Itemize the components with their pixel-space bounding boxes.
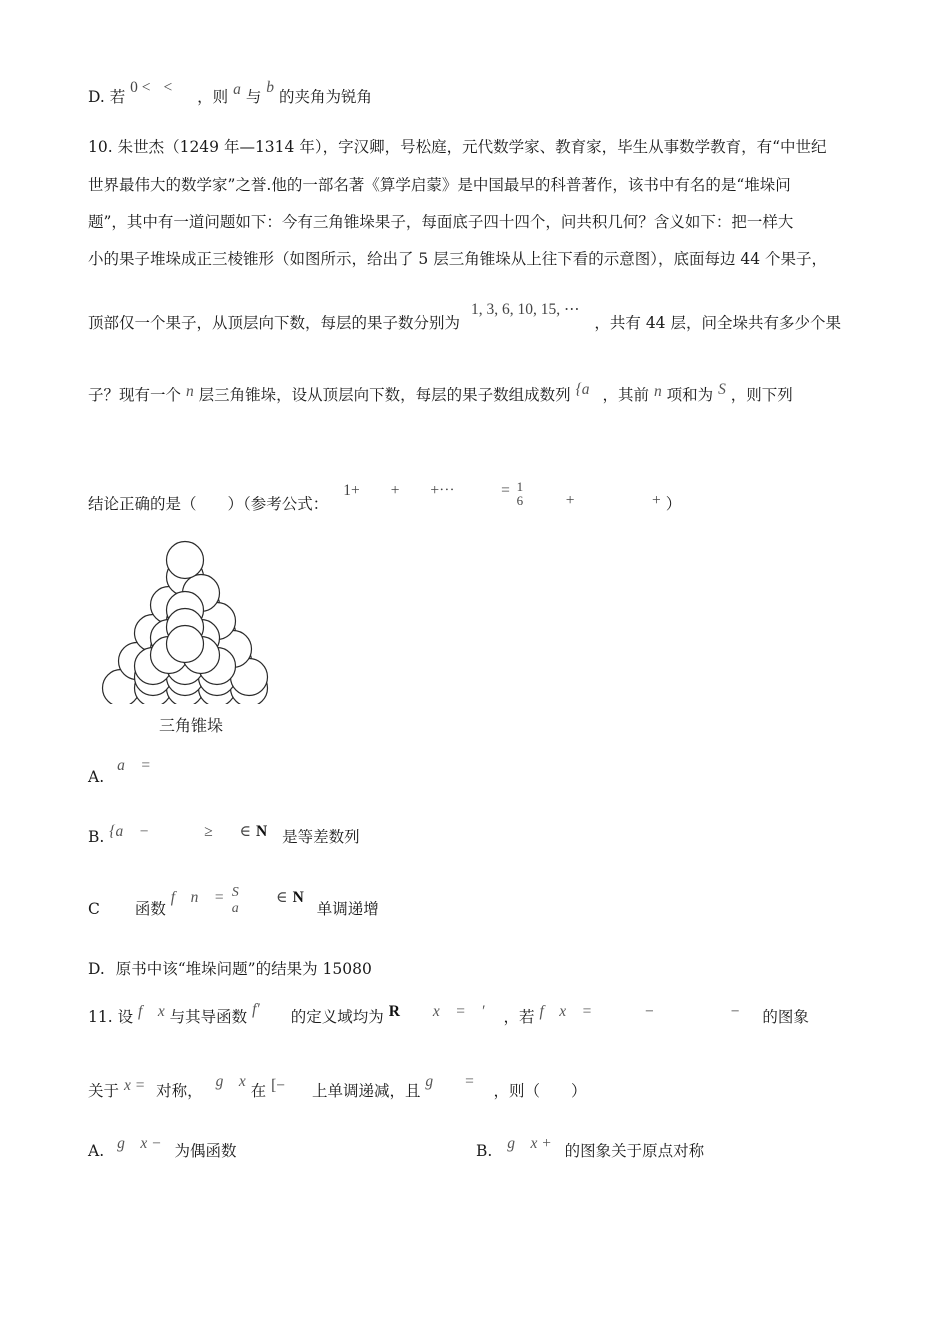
sequence-math: 1, 3, 6, 10, 15, ⋯ bbox=[470, 301, 580, 318]
q10-option-d: D. 原书中该“堆垛问题”的结果为 15080 bbox=[88, 960, 372, 978]
q10-stem-line-5: 顶部仅一个果子，从顶层向下数，每层的果子数分别为 1, 3, 6, 10, 15, ⋯ ，共有 44 层，问全垛共有多少个果 bbox=[88, 301, 841, 332]
q11-option-a: A. g x − 为偶函数 bbox=[88, 1135, 237, 1160]
q10-stem-line-1: 10. 朱世杰（1249 年—1314 年），字汉卿，号松庭，元代数学家、教育家，毕生从事数学教育，有“中世纪 bbox=[88, 138, 827, 156]
q10-stem-line-2: 世界最伟大的数学家”之誉.他的一部名著《算学启蒙》是中国最早的科普著作，该书中有名的是“堆垛问 bbox=[88, 176, 791, 194]
q10-stem-line-3: 题”，其中有一道问题如下：今有三角锥垛果子，每面底子四十四个，问共积几何？含义如下：把一样大 bbox=[88, 213, 794, 231]
triangular-pile-figure bbox=[98, 538, 288, 704]
q11-stem-line-1: 11. 设 f x 与其导函数 f′ 的定义域均为 R x = ′ ，若 f x = − − 的图象 bbox=[88, 1001, 809, 1026]
q10-stem-line-7: 结论正确的是（ ）（参考公式： 1+ + +⋯ = 1 6 + + ） bbox=[88, 479, 682, 513]
reference-formula: 1+ + +⋯ = bbox=[343, 482, 510, 499]
q10-stem-line-6: 子？现有一个 n 层三角锥垛，设从顶层向下数，每层的果子数组成数列 {a ，其前 n 项和为 S ，则下列 bbox=[88, 381, 793, 404]
q9-option-d: D. 若 0 < < ，则 a 与 b 的夹角为锐角 bbox=[88, 79, 372, 106]
math-inequality: 0 < bbox=[130, 79, 151, 96]
q10-option-b: B. {a − ≥ ∈ N 是等差数列 bbox=[88, 823, 360, 846]
q11-option-b: B. g x + 的图象关于原点对称 bbox=[476, 1135, 705, 1160]
q10-option-a: A. a = bbox=[88, 757, 151, 786]
q10-option-c: C 函数 f n = S a ∈ N 单调递增 bbox=[88, 885, 379, 918]
figure-caption: 三角锥垛 bbox=[159, 716, 224, 735]
q11-stem-line-2: 关于 x = 对称， g x 在 [− 上单调递减，且 g = ，则（ ） bbox=[88, 1073, 587, 1100]
q10-stem-line-4: 小的果子堆垛成正三棱锥形（如图所示，给出了 5 层三角锥垛从上往下看的示意图），底面每边 44 个果子， bbox=[88, 250, 828, 268]
